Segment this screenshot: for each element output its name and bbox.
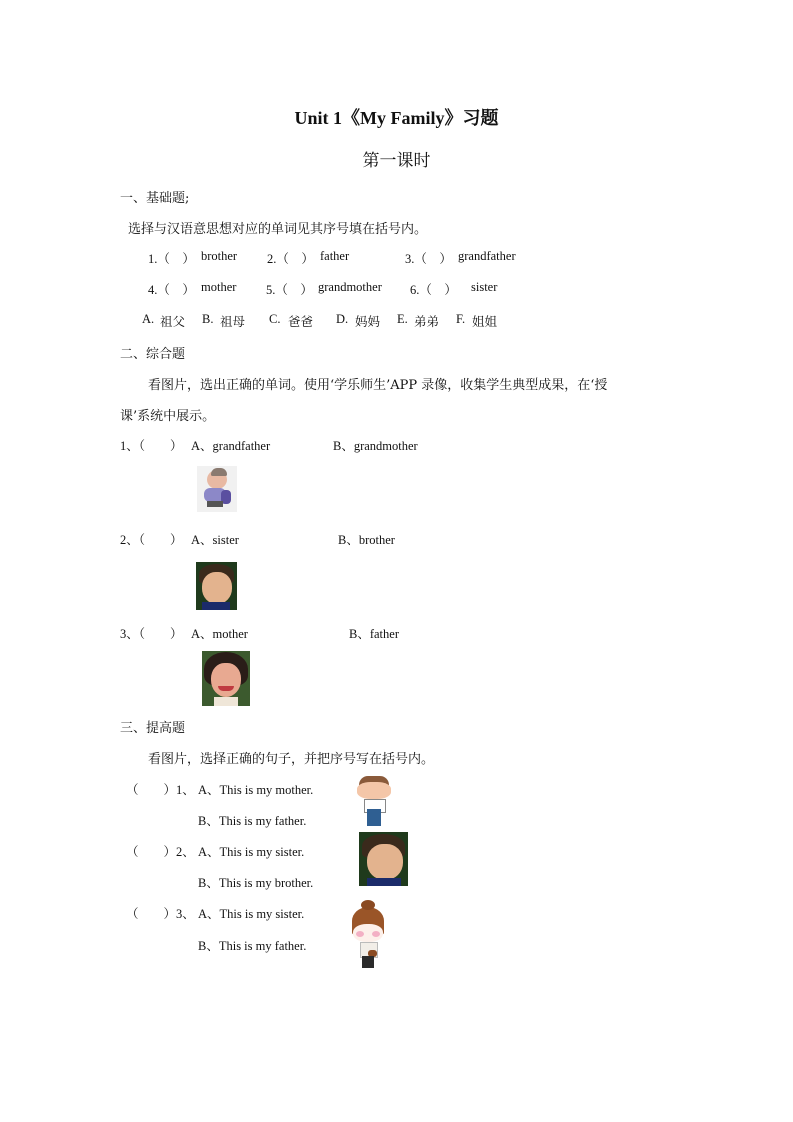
s2-q2-option-b[interactable]: B、brother [338, 533, 395, 547]
option-d-letter: D. [336, 312, 349, 326]
option-a-letter: A. [142, 312, 155, 326]
s3-q3-option-b[interactable]: B、This is my father. [198, 939, 307, 953]
s3-q3-option-a[interactable]: A、This is my sister. [198, 907, 305, 921]
section3-instruction: 看图片，选择正确的句子，并把序号写在括号内。 [148, 752, 435, 767]
item-5-number[interactable]: 5.（ ） [266, 283, 313, 297]
s2-q3-option-a[interactable]: A、mother [191, 627, 248, 641]
option-c-meaning: 爸爸 [288, 315, 314, 329]
s2-q1-number[interactable]: 1、（ ） [120, 439, 183, 453]
section2-heading: 二、综合题 [120, 347, 186, 362]
option-b-letter: B. [202, 312, 214, 326]
section2-instruction-line2: 课’系统中展示。 [120, 409, 216, 424]
item-3-number[interactable]: 3.（ ） [405, 252, 452, 266]
s3-q2-option-b[interactable]: B、This is my brother. [198, 876, 314, 890]
item-2-word: father [320, 249, 350, 263]
s3-q2-option-a[interactable]: A、This is my sister. [198, 845, 305, 859]
s3-q1-number[interactable]: （ ）1、 [126, 783, 195, 797]
s3-q1-option-b[interactable]: B、This is my father. [198, 814, 307, 828]
s2-q3-option-b[interactable]: B、father [349, 627, 399, 641]
item-1-number[interactable]: 1.（ ） [148, 252, 195, 266]
option-a-meaning: 祖父 [160, 315, 186, 329]
boy-photo-image-2 [359, 832, 408, 886]
item-4-word: mother [201, 280, 237, 294]
s3-q2-number[interactable]: （ ）2、 [126, 845, 195, 859]
mother-photo-image [202, 651, 250, 706]
item-3-word: grandfather [458, 249, 516, 263]
item-6-number[interactable]: 6.（ ） [410, 283, 457, 297]
option-c-letter: C. [269, 312, 281, 326]
item-6-word: sister [471, 280, 498, 294]
s2-q1-option-a[interactable]: A、grandfather [191, 439, 271, 453]
cartoon-girl-image [348, 900, 388, 970]
section3-heading: 三、提高题 [120, 721, 186, 736]
cartoon-boy-image [354, 776, 394, 828]
item-2-number[interactable]: 2.（ ） [267, 252, 314, 266]
s2-q1-option-b[interactable]: B、grandmother [333, 439, 418, 453]
section1-instruction: 选择与汉语意思想对应的单词见其序号填在括号内。 [128, 222, 428, 237]
s2-q2-number[interactable]: 2、（ ） [120, 533, 183, 547]
document-title: Unit 1《My Family》习题 [294, 108, 499, 128]
item-4-number[interactable]: 4.（ ） [148, 283, 195, 297]
option-b-meaning: 祖母 [220, 315, 246, 329]
item-5-word: grandmother [318, 280, 382, 294]
option-d-meaning: 妈妈 [355, 315, 381, 329]
option-f-meaning: 姐姐 [472, 315, 498, 329]
s2-q3-number[interactable]: 3、（ ） [120, 627, 183, 641]
option-e-meaning: 弟弟 [414, 315, 440, 329]
option-e-letter: E. [397, 312, 408, 326]
s3-q3-number[interactable]: （ ）3、 [126, 907, 195, 921]
section1-heading: 一、基础题; [120, 191, 190, 206]
lesson-subtitle: 第一课时 [362, 151, 431, 171]
item-1-word: brother [201, 249, 238, 263]
section2-instruction-line1: 看图片，选出正确的单词。使用‘学乐师生’APP 录像，收集学生典型成果，在‘授 [148, 378, 608, 393]
boy-photo-image [196, 562, 237, 610]
s3-q1-option-a[interactable]: A、This is my mother. [198, 783, 314, 797]
grandpa-cartoon-image [197, 466, 237, 512]
option-f-letter: F. [456, 312, 466, 326]
s2-q2-option-a[interactable]: A、sister [191, 533, 239, 547]
